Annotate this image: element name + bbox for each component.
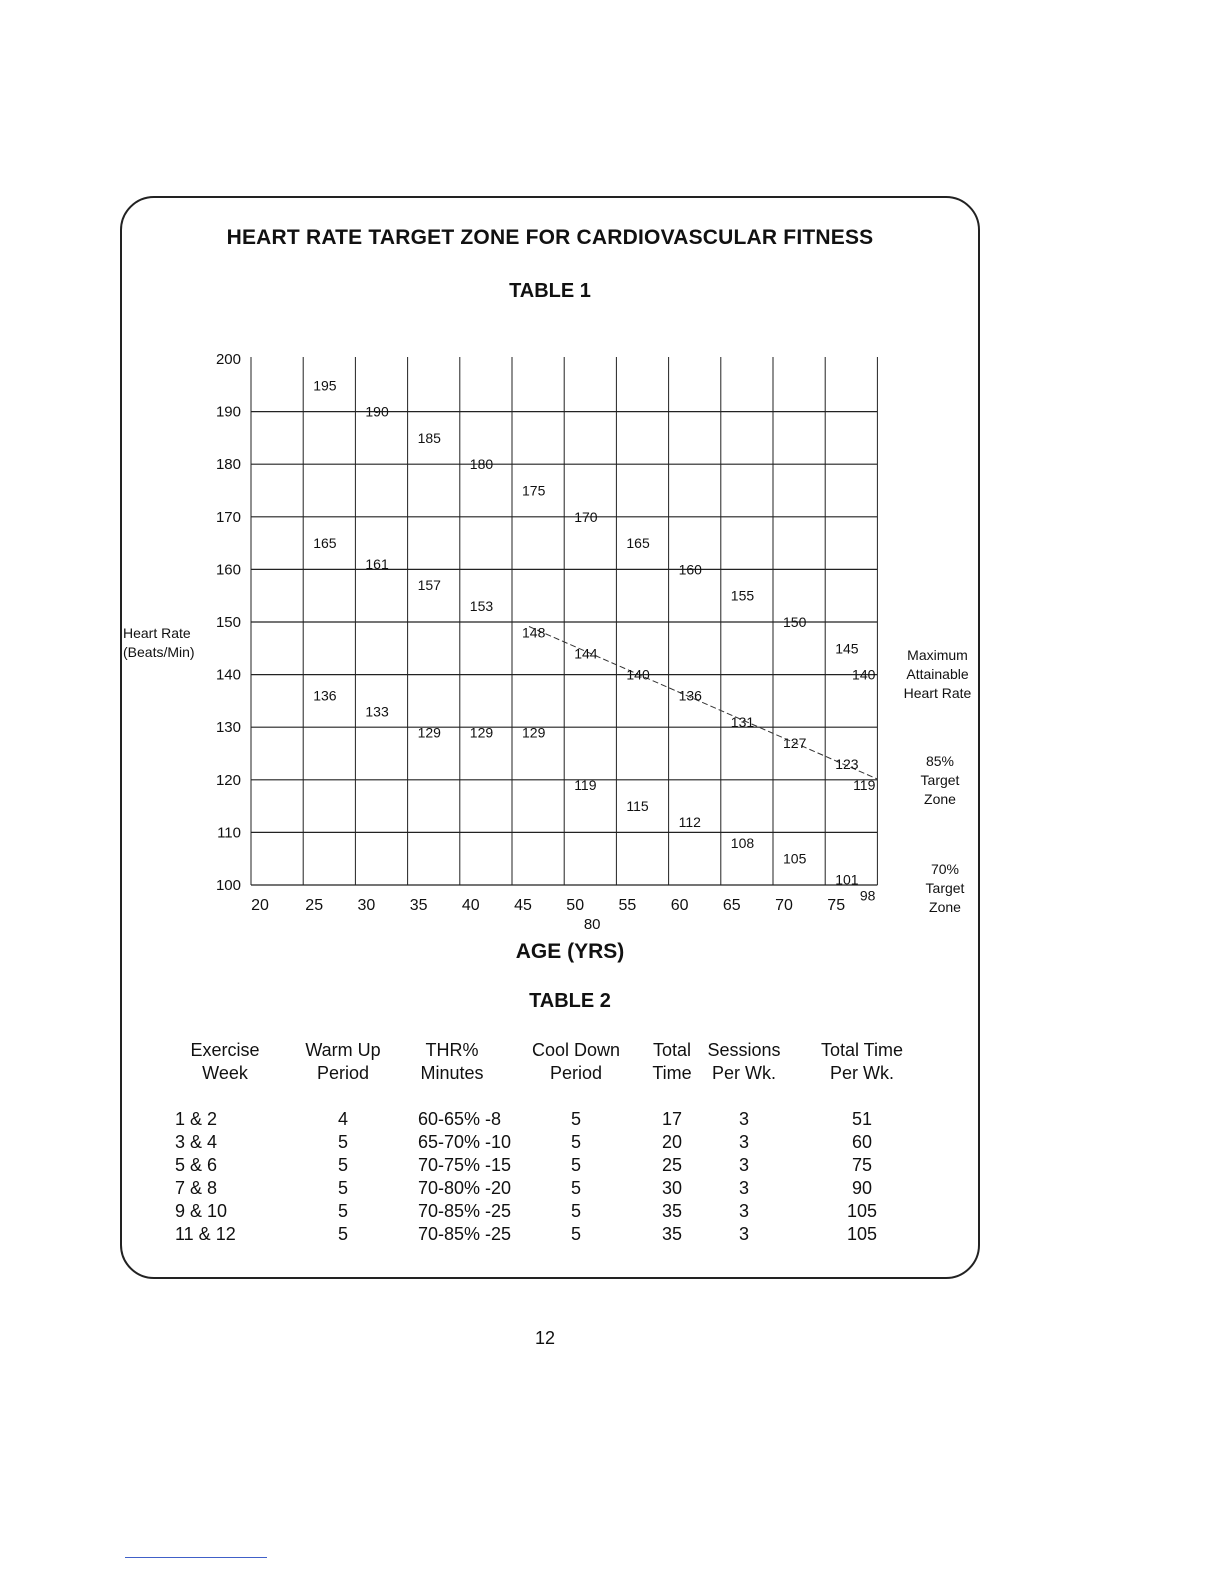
y-tick-label: 110 bbox=[217, 824, 241, 842]
table-header-week: Exercise bbox=[190, 1040, 260, 1060]
table-header-sessions: Per Wk. bbox=[711, 1063, 776, 1083]
zone-85-value: 140 bbox=[626, 666, 650, 683]
table-cell-total: 17 bbox=[661, 1109, 683, 1129]
edge-value: 140 bbox=[852, 666, 876, 683]
table-header-total-per-week: Total Time bbox=[820, 1040, 904, 1060]
table-cell-sessions: 3 bbox=[738, 1155, 749, 1175]
x-tick-label: 20 bbox=[251, 897, 269, 914]
table-header-total: Time bbox=[652, 1063, 692, 1083]
y-tick-label: 200 bbox=[215, 351, 241, 368]
legend-maximum-line1: Maximum bbox=[907, 647, 968, 663]
table-cell-sessions: 3 bbox=[738, 1132, 749, 1152]
table-header-week: Week bbox=[202, 1063, 248, 1083]
zone-85-value: 136 bbox=[678, 687, 702, 704]
y-tick-label: 180 bbox=[215, 456, 241, 474]
zone-70-value: 115 bbox=[626, 798, 649, 815]
table-cell-warmup: 5 bbox=[337, 1178, 348, 1198]
zone-70-value: 112 bbox=[678, 813, 701, 830]
zone-70-value: 108 bbox=[730, 834, 755, 851]
x-tick-label: 35 bbox=[409, 897, 428, 914]
zone-85-value: 131 bbox=[730, 713, 755, 730]
x-tick-label: 45 bbox=[514, 897, 532, 914]
x-tick-label: 55 bbox=[618, 897, 637, 914]
legend-maximum bbox=[895, 646, 980, 703]
zone-70-value: 136 bbox=[313, 687, 337, 704]
legend-70-line2: Target bbox=[925, 880, 965, 896]
table-cell-warmup: 5 bbox=[337, 1155, 348, 1175]
max-rate-value: 165 bbox=[626, 535, 650, 552]
y-tick-label: 190 bbox=[215, 403, 241, 421]
table1-title: TABLE 1 bbox=[509, 280, 591, 302]
table-cell-cooldown: 5 bbox=[570, 1201, 581, 1221]
table-cell-total: 35 bbox=[661, 1224, 683, 1244]
x-tick-label: 25 bbox=[305, 897, 324, 914]
table-cell-week: 1 & 2 bbox=[175, 1109, 218, 1129]
table-cell-cooldown: 5 bbox=[570, 1132, 581, 1152]
table-cell-total: 30 bbox=[661, 1178, 683, 1198]
y-tick-label: 140 bbox=[215, 666, 241, 684]
legend-85-line2: Target bbox=[920, 772, 960, 788]
x-tick-label: 60 bbox=[670, 897, 689, 914]
edge-value: 98 bbox=[859, 887, 876, 904]
table-cell-week: 11 & 12 bbox=[175, 1224, 236, 1244]
max-rate-value: 145 bbox=[835, 640, 859, 657]
table-cell-total: 25 bbox=[661, 1155, 683, 1175]
table-cell-total-per-week: 51 bbox=[851, 1109, 873, 1129]
table-header-cooldown: Period bbox=[549, 1063, 603, 1083]
table-header-total-per-week: Per Wk. bbox=[829, 1063, 894, 1083]
table-header-thr: Minutes bbox=[420, 1063, 484, 1083]
table-cell-cooldown: 5 bbox=[570, 1224, 581, 1244]
x-tick-label: 70 bbox=[775, 897, 793, 914]
max-rate-value: 155 bbox=[730, 587, 755, 604]
legend-85-zone bbox=[900, 752, 980, 809]
table-cell-thr: 70-75% -15 bbox=[418, 1155, 512, 1175]
max-rate-value: 190 bbox=[365, 403, 389, 420]
table-header-warmup: Period bbox=[316, 1063, 370, 1083]
table-header-thr: THR% bbox=[425, 1040, 479, 1060]
table-header-total: Total bbox=[652, 1040, 692, 1060]
x-tick-label: 30 bbox=[357, 897, 376, 914]
zone-85-value: 157 bbox=[417, 577, 441, 594]
zone-70-value: 119 bbox=[574, 777, 597, 794]
y-tick-label: 100 bbox=[215, 877, 241, 894]
table-cell-sessions: 3 bbox=[738, 1178, 749, 1198]
y-tick-label: 160 bbox=[215, 561, 241, 579]
y-tick-label: 150 bbox=[215, 614, 241, 631]
table-cell-sessions: 3 bbox=[738, 1224, 749, 1244]
table-cell-warmup: 5 bbox=[337, 1201, 348, 1221]
zone-70-value: 129 bbox=[522, 724, 546, 741]
edge-value: 119 bbox=[853, 777, 876, 794]
table-header-warmup: Warm Up bbox=[305, 1040, 381, 1060]
legend-maximum-line3: Heart Rate bbox=[903, 685, 972, 701]
max-rate-value: 180 bbox=[469, 456, 494, 473]
zone-70-value: 101 bbox=[835, 871, 859, 888]
table-cell-sessions: 3 bbox=[738, 1109, 749, 1129]
legend-70-line1: 70% bbox=[930, 861, 960, 877]
legend-85-line1: 85% bbox=[925, 753, 955, 769]
max-rate-value: 185 bbox=[417, 429, 441, 446]
table-cell-total-per-week: 105 bbox=[846, 1201, 878, 1221]
legend-70-zone bbox=[905, 860, 985, 917]
legend-70-line3: Zone bbox=[929, 899, 961, 915]
legend-maximum-line2: Attainable bbox=[906, 666, 969, 682]
table-cell-total-per-week: 90 bbox=[851, 1178, 873, 1198]
table-cell-warmup: 5 bbox=[337, 1132, 348, 1152]
zone-85-value: 123 bbox=[835, 756, 859, 773]
table-cell-thr: 60-65% -8 bbox=[418, 1109, 502, 1129]
zone-70-value: 105 bbox=[783, 850, 807, 867]
table-header-sessions: Sessions bbox=[707, 1040, 781, 1060]
max-rate-value: 170 bbox=[574, 508, 598, 525]
table-cell-thr: 70-85% -25 bbox=[418, 1201, 512, 1221]
zone-70-value: 129 bbox=[417, 724, 441, 741]
table-cell-thr: 70-80% -20 bbox=[418, 1178, 512, 1198]
zone-85-value: 148 bbox=[522, 624, 546, 641]
y-axis-label-line1: Heart Rate bbox=[123, 625, 191, 641]
table-cell-cooldown: 5 bbox=[570, 1178, 581, 1198]
max-rate-value: 160 bbox=[678, 561, 702, 578]
table-cell-total: 35 bbox=[661, 1201, 683, 1221]
footer-rule bbox=[125, 1557, 267, 1558]
y-tick-label: 120 bbox=[215, 771, 241, 789]
table-cell-week: 7 & 8 bbox=[175, 1178, 218, 1198]
table-cell-thr: 65-70% -10 bbox=[418, 1132, 512, 1152]
max-rate-value: 195 bbox=[313, 377, 337, 394]
table-cell-total-per-week: 105 bbox=[846, 1224, 878, 1244]
table-cell-sessions: 3 bbox=[738, 1201, 749, 1221]
y-tick-label: 170 bbox=[215, 508, 241, 526]
table-cell-total: 20 bbox=[661, 1132, 683, 1152]
max-rate-value: 175 bbox=[522, 482, 546, 499]
table-cell-warmup: 4 bbox=[337, 1109, 348, 1129]
table-cell-cooldown: 5 bbox=[570, 1109, 581, 1129]
max-rate-value: 150 bbox=[783, 614, 807, 630]
zone-70-value: 133 bbox=[365, 703, 389, 720]
legend-85-line3: Zone bbox=[924, 791, 956, 807]
x-tick-label: 75 bbox=[827, 897, 846, 914]
zone-85-value: 165 bbox=[313, 535, 337, 552]
x-tick-label: 40 bbox=[461, 897, 480, 914]
table-cell-total-per-week: 60 bbox=[851, 1132, 873, 1152]
table-cell-warmup: 5 bbox=[337, 1224, 348, 1244]
x-tick-label: 65 bbox=[722, 897, 741, 914]
x-tick-label-extra: 80 bbox=[583, 916, 601, 933]
x-tick-label: 50 bbox=[566, 897, 585, 914]
table-header-cooldown: Cool Down bbox=[531, 1040, 621, 1060]
y-tick-label: 130 bbox=[215, 719, 241, 737]
table-cell-total-per-week: 75 bbox=[851, 1155, 873, 1175]
zone-85-value: 153 bbox=[469, 598, 494, 615]
zone-70-value: 129 bbox=[469, 724, 494, 741]
table-cell-thr: 70-85% -25 bbox=[418, 1224, 512, 1244]
table-cell-week: 3 & 4 bbox=[175, 1132, 218, 1152]
zone-85-value: 127 bbox=[783, 734, 807, 751]
x-axis-label: AGE (YRS) bbox=[515, 940, 625, 963]
y-axis-label-line2: (Beats/Min) bbox=[123, 644, 195, 660]
table-cell-week: 5 & 6 bbox=[175, 1155, 218, 1175]
zone-85-value: 161 bbox=[365, 556, 389, 573]
table-cell-week: 9 & 10 bbox=[175, 1201, 228, 1221]
zone-85-value: 144 bbox=[574, 645, 598, 662]
table2-title: TABLE 2 bbox=[529, 990, 611, 1012]
table-cell-cooldown: 5 bbox=[570, 1155, 581, 1175]
page-number: 12 bbox=[534, 1328, 556, 1348]
page-title: HEART RATE TARGET ZONE FOR CARDIOVASCULAR FITNESS bbox=[226, 226, 874, 249]
